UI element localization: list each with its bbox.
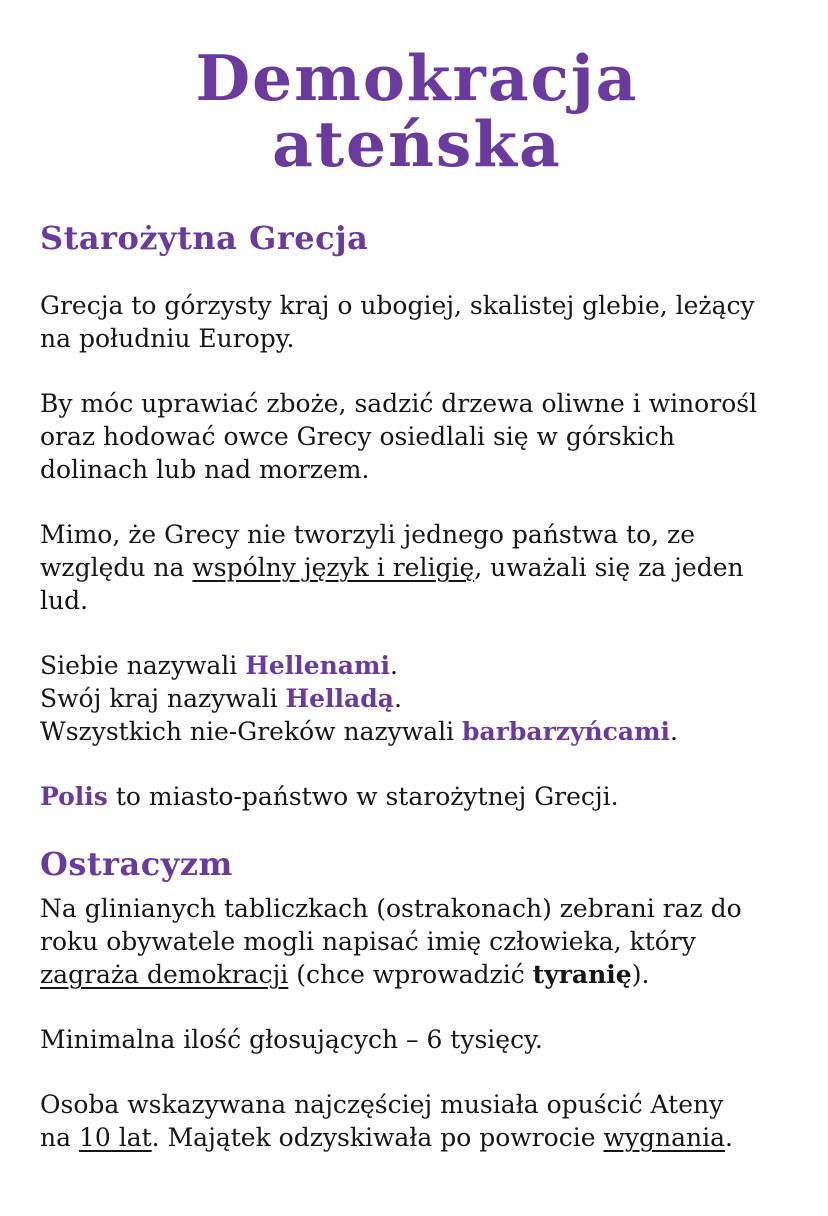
text-run: dolinach lub nad morzem. <box>40 455 370 484</box>
text-run: Osoba wskazywana najczęściej musiała opuścić Ateny <box>40 1090 724 1119</box>
text-run: Na glinianych tabliczkach (ostrakonach) zebrani raz do <box>40 894 742 923</box>
paragraph-polis <box>40 780 794 813</box>
paragraph-minimum-voters <box>40 1023 794 1056</box>
document-page <box>0 41 828 1216</box>
text-run: . <box>389 651 398 680</box>
text-run: oraz hodować owce Grecy osiedlali się w górskich <box>40 422 675 451</box>
text-bold: tyranię <box>532 960 632 989</box>
text-accent: barbarzyńcami <box>462 717 671 746</box>
text-run: Minimalna ilość głosujących – 6 tysięcy. <box>40 1025 543 1054</box>
paragraph-farming <box>40 387 794 486</box>
text-run: względu na <box>40 553 193 582</box>
text-run: to miasto-państwo w starożytnej Grecji. <box>107 782 619 811</box>
paragraph-exile <box>40 1088 794 1154</box>
text-run: . <box>393 684 402 713</box>
text-accent: Helladą <box>285 684 394 713</box>
paragraph-common-language <box>40 518 794 617</box>
text-run: Swój kraj nazywali <box>40 684 286 713</box>
text-run: Siebie nazywali <box>40 651 246 680</box>
section-ostracyzm <box>40 845 794 1154</box>
text-underline: wspólny język i religię <box>192 553 475 582</box>
text-run: (chce wprowadzić <box>288 960 533 989</box>
text-run: , uważali się za jeden <box>474 553 744 582</box>
text-run: na <box>40 1123 79 1152</box>
text-run: Mimo, że Grecy nie tworzyli jednego państwa to, ze <box>40 520 696 549</box>
section-heading-starozytna-grecja: Starożytna Grecja <box>40 219 369 257</box>
text-run: Grecja to górzysty kraj o ubogiej, skalistej glebie, leżący <box>40 291 755 320</box>
paragraph-names <box>40 649 794 748</box>
paragraph-geography <box>40 289 794 355</box>
text-underline: 10 lat <box>78 1123 152 1152</box>
text-run: Wszystkich nie-Greków nazywali <box>40 717 463 746</box>
text-run: roku obywatele mogli napisać imię człowieka, który <box>40 927 696 956</box>
text-underline: zagraża demokracji <box>40 960 289 989</box>
text-run: By móc uprawiać zboże, sadzić drzewa oliwne i winorośl <box>40 389 758 418</box>
text-run: ). <box>631 960 650 989</box>
text-run: . <box>670 717 678 746</box>
section-starozytna-grecja <box>40 219 794 813</box>
paragraph-ostraka <box>40 892 794 991</box>
text-accent: Hellenami <box>245 651 390 680</box>
text-accent: Polis <box>40 782 108 811</box>
section-heading-ostracyzm: Ostracyzm <box>40 845 233 883</box>
text-run: na południu Europy. <box>40 324 295 353</box>
text-run: lud. <box>40 586 89 615</box>
text-run: . <box>725 1123 733 1152</box>
text-run: . Majątek odzyskiwała po powrocie <box>151 1123 604 1152</box>
text-underline: wygnania <box>603 1123 725 1152</box>
page-title: Demokracja ateńska <box>195 41 639 181</box>
